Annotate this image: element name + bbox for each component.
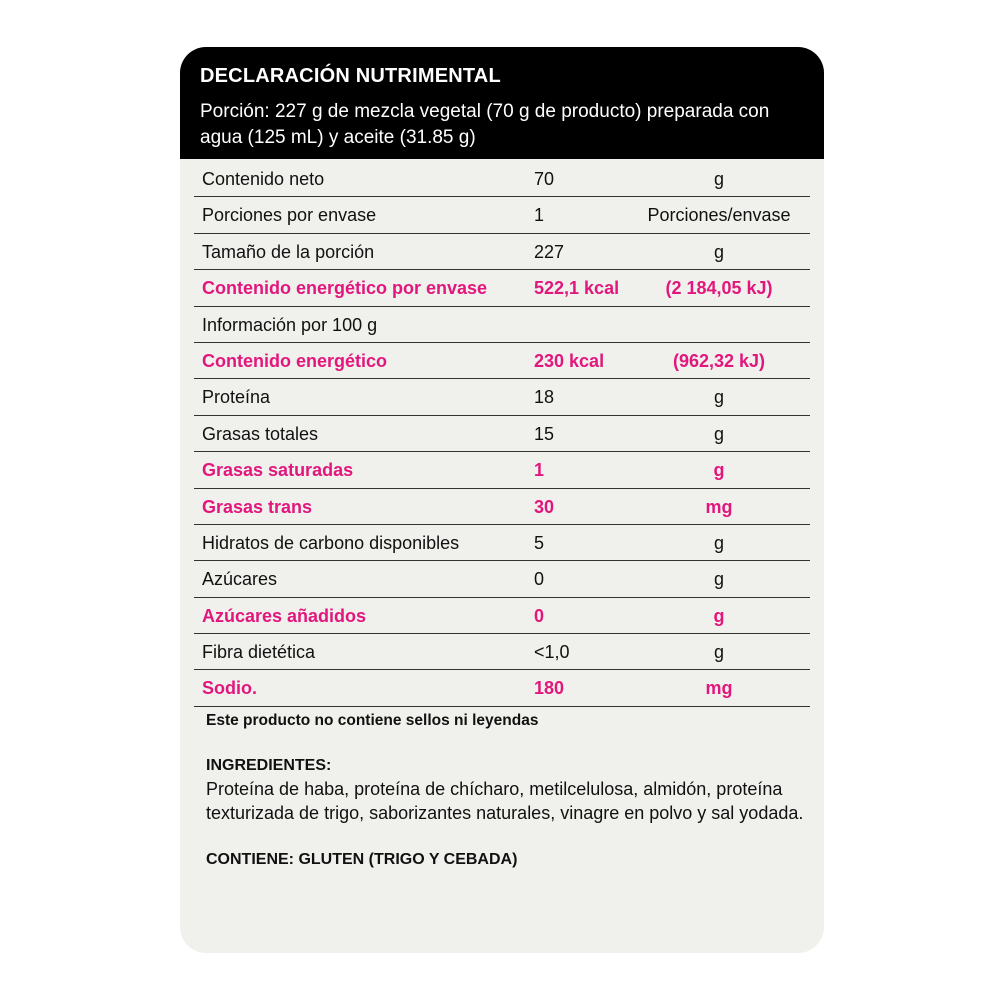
nutrient-value: 70 <box>534 169 555 189</box>
nutrient-value: <1,0 <box>534 642 570 663</box>
nutrient-name: Azúcares añadidos <box>202 605 367 626</box>
table-row <box>194 234 810 270</box>
nutrient-unit: Porciones/envase <box>647 205 791 226</box>
nutrient-name: Tamaño de la porción <box>202 241 375 262</box>
table-row <box>194 161 810 197</box>
nutrient-unit: g <box>713 569 724 590</box>
table-row <box>194 197 810 233</box>
nutrient-value: 18 <box>534 387 555 408</box>
nutrient-unit: g <box>713 642 724 663</box>
table-row <box>194 307 810 343</box>
nutrient-name: Proteína <box>202 387 271 408</box>
nutrient-value: 0 <box>534 569 545 590</box>
nutrient-unit: g <box>713 169 724 189</box>
nutrient-name: Azúcares <box>202 569 278 590</box>
seals-statement: Este producto no contiene sellos ni leyendas <box>206 712 539 729</box>
table-row <box>194 343 810 379</box>
nutrient-unit: g <box>713 241 724 262</box>
nutrient-name: Grasas trans <box>202 496 313 517</box>
table-row <box>194 489 810 525</box>
table-row <box>194 270 810 306</box>
nutrient-value: 227 <box>534 241 565 262</box>
table-row <box>194 525 810 561</box>
nutrient-value: 1 <box>534 460 545 481</box>
label-notes <box>206 712 806 869</box>
table-row <box>194 598 810 634</box>
nutrient-value: 522,1 kcal <box>534 278 620 299</box>
ingredients-text: Proteína de haba, proteína de chícharo, metilcelulosa, almidón, proteína texturizada de trigo, saborizantes naturales, vinagre en polvo y sal yodada. <box>206 779 804 823</box>
nutrient-name: Contenido energético <box>202 350 388 371</box>
nutrient-name: Sodio. <box>202 678 257 699</box>
nutrient-unit: (2 184,05 kJ) <box>665 278 773 299</box>
nutrient-name: Información por 100 g <box>202 314 378 335</box>
nutrient-unit: mg <box>705 678 733 699</box>
nutrient-unit: mg <box>705 496 733 517</box>
nutrient-unit: (962,32 kJ) <box>672 350 766 371</box>
nutrient-name: Fibra dietética <box>202 642 316 663</box>
nutrient-unit: g <box>713 387 724 408</box>
allergen-statement: CONTIENE: GLUTEN (TRIGO Y CEBADA) <box>206 851 518 868</box>
nutrient-unit: g <box>713 423 724 444</box>
nutrient-value: 180 <box>534 678 565 699</box>
nutrient-value: 15 <box>534 423 555 444</box>
nutrient-value: 230 kcal <box>534 350 605 371</box>
table-row <box>194 452 810 488</box>
nutrient-unit: g <box>713 460 725 481</box>
nutrient-unit: g <box>713 605 725 626</box>
label-header <box>180 47 824 159</box>
table-row <box>194 416 810 452</box>
nutrient-name: Hidratos de carbono disponibles <box>202 532 460 553</box>
ingredients-title: INGREDIENTES: <box>206 757 332 774</box>
nutrient-value: 1 <box>534 205 545 226</box>
table-row <box>194 379 810 415</box>
nutrient-name: Grasas saturadas <box>202 460 354 481</box>
nutrient-name: Contenido neto <box>202 169 325 189</box>
portion-description: Porción: 227 g de mezcla vegetal (70 g de producto) preparada con agua (125 mL) y aceite (31.85 g) <box>200 101 770 148</box>
table-row <box>194 561 810 597</box>
table-row <box>194 670 810 706</box>
nutrient-name: Contenido energético por envase <box>202 278 488 299</box>
table-row <box>194 634 810 670</box>
nutrient-value: 0 <box>534 605 545 626</box>
nutrition-label-card <box>180 47 824 953</box>
nutrient-value: 30 <box>534 496 555 517</box>
label-title: DECLARACIÓN NUTRIMENTAL <box>200 65 501 87</box>
nutrient-name: Porciones por envase <box>202 205 377 226</box>
nutrient-unit: g <box>713 532 724 553</box>
nutrition-table <box>194 161 810 707</box>
nutrient-value: 5 <box>534 532 545 553</box>
nutrient-name: Grasas totales <box>202 423 319 444</box>
